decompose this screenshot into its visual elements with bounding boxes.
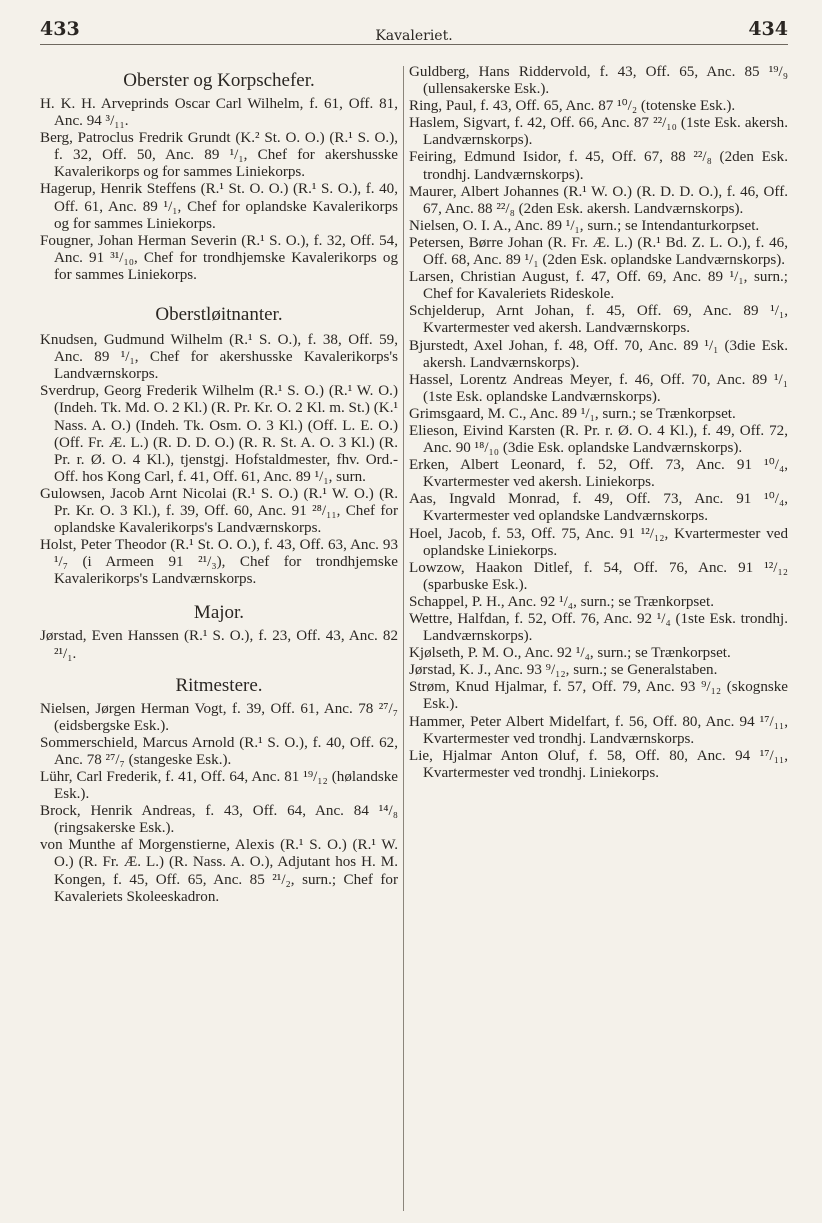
- roster-entry: von Munthe af Morgenstierne, Alexis (R.¹ S. O.) (R.¹ W. O.) (R. Fr. Æ. L.) (R. Nass. A. O.), Adjutant hos H. M. Kongen, f. 45, Off. 65, Anc. 85 ²¹/₂, surn.; Chef for Kavaleriets Skoleeskadron.: [40, 837, 398, 905]
- header-rule: [40, 44, 788, 45]
- roster-entry: Bjurstedt, Axel Johan, f. 48, Off. 70, Anc. 89 ¹/₁ (3die Esk. akersh. Landværnskorps).: [409, 337, 788, 371]
- roster-entry: Lühr, Carl Frederik, f. 41, Off. 64, Anc. 81 ¹⁹/₁₂ (hølandske Esk.).: [40, 769, 398, 803]
- right-column: [409, 64, 788, 782]
- roster-entry: Wettre, Halfdan, f. 52, Off. 76, Anc. 92 ¹/₄ (1ste Esk. trondhj. Landværnskorps).: [409, 611, 788, 645]
- roster-entry: Larsen, Christian August, f. 47, Off. 69, Anc. 89 ¹/₁, surn.; Chef for Kavaleriets Rideskole.: [409, 269, 788, 303]
- roster-entry: H. K. H. Arveprinds Oscar Carl Wilhelm, f. 61, Off. 81, Anc. 94 ³/₁₁.: [40, 96, 398, 130]
- roster-entry: Kjølseth, P. M. O., Anc. 92 ¹/₄, surn.; se Trænkorpset.: [409, 645, 731, 662]
- roster-entry: Strøm, Knud Hjalmar, f. 57, Off. 79, Anc. 93 ⁹/₁₂ (skognske Esk.).: [409, 679, 788, 713]
- roster-entry: Schappel, P. H., Anc. 92 ¹/₄, surn.; se Trænkorpset.: [409, 593, 714, 610]
- roster-entry: Haslem, Sigvart, f. 42, Off. 66, Anc. 87 ²²/₁₀ (1ste Esk. akersh. Landværnskorps).: [409, 115, 788, 149]
- roster-entry: Jørstad, Even Hanssen (R.¹ S. O.), f. 23, Off. 43, Anc. 82 ²¹/₁.: [40, 628, 398, 662]
- roster-entry: Lowzow, Haakon Ditlef, f. 54, Off. 76, Anc. 91 ¹²/₁₂ (sparbuske Esk.).: [409, 559, 788, 593]
- section-heading-major: Major.: [193, 602, 245, 624]
- roster-entry: Aas, Ingvald Monrad, f. 49, Off. 73, Anc. 91 ¹⁰/₄, Kvartermester ved oplandske Landværnskorps.: [409, 491, 788, 525]
- roster-entry: Jørstad, K. J., Anc. 93 ⁹/₁₂, surn.; se Generalstaben.: [409, 662, 718, 679]
- roster-entry: Sommerschield, Marcus Arnold (R.¹ S. O.), f. 40, Off. 62, Anc. 78 ²⁷/₇ (stangeske Esk.).: [40, 734, 398, 768]
- roster-entry: Nielsen, O. I. A., Anc. 89 ¹/₁, surn.; se Intendanturkorpset.: [409, 217, 760, 234]
- roster-entry: Berg, Patroclus Fredrik Grundt (K.² St. O. O.) (R.¹ S. O.), f. 32, Off. 50, Anc. 89 ¹/₁, Chef for akershusske Kavalerikorps og for sammes Liniekorps.: [40, 130, 398, 181]
- column-divider: [403, 66, 404, 1211]
- roster-entry: Nielsen, Jørgen Herman Vogt, f. 39, Off. 61, Anc. 78 ²⁷/₇ (eidsbergske Esk.).: [40, 700, 398, 734]
- roster-entry: Feiring, Edmund Isidor, f. 45, Off. 67, 88 ²²/₈ (2den Esk. trondhj. Landværnskorps).: [409, 149, 788, 183]
- page-number-right: 434: [748, 18, 788, 40]
- roster-entry: Fougner, Johan Herman Severin (R.¹ S. O.), f. 32, Off. 54, Anc. 91 ³¹/₁₀, Chef for trondhjemske Kavalerikorps og for sammes Liniekorps.: [40, 232, 398, 283]
- running-title: Kavaleriet.: [375, 28, 453, 44]
- roster-entry: Elieson, Eivind Karsten (R. Pr. r. Ø. O. 4 Kl.), f. 49, Off. 72, Anc. 90 ¹⁸/₁₀ (3die Esk. oplandske Landværnskorps).: [409, 422, 788, 457]
- roster-entry: Hagerup, Henrik Steffens (R.¹ St. O. O.) (R.¹ S. O.), f. 40, Off. 61, Anc. 89 ¹/₁, Chef for oplandske Kavalerikorps og for sammes Liniekorps.: [40, 181, 398, 232]
- roster-entry: Grimsgaard, M. C., Anc. 89 ¹/₁, surn.; se Trænkorpset.: [409, 405, 736, 422]
- roster-entry: Maurer, Albert Johannes (R.¹ W. O.) (R. D. D. O.), f. 46, Off. 67, Anc. 88 ²²/₈ (2den Esk. akersh. Landværnskorps).: [409, 183, 788, 217]
- roster-entry: Knudsen, Gudmund Wilhelm (R.¹ S. O.), f. 38, Off. 59, Anc. 89 ¹/₁, Chef for akershusske Kavalerikorps's Landværnskorps.: [40, 332, 398, 383]
- left-column: [40, 64, 398, 906]
- section-heading-oberster: Oberster og Korpschefer.: [123, 70, 315, 91]
- roster-entry: Sverdrup, Georg Frederik Wilhelm (R.¹ S. O.) (R.¹ W. O.) (Indeh. Tk. Md. O. 2 Kl.) (R. Pr. Kr. O. 2 Kl. m. St.) (K.¹ Nass. A. O.) (Indeh. Tk. Osm. O. 3 Kl.) (Off. L. E. O.) (Off. Fr. Æ. L.) (R. D. D. O.) (R. R. St. A. O. 3 Kl.) (R. Pr. r. Ø. O. 4 Kl.), tjenstgj. Hofstaldmester, fhv. Ord.-Off. hos Kong Carl, f. 41, Off. 61, Anc. 89 ¹/₁, surn.: [40, 383, 398, 485]
- section-heading-ritmestere: Ritmestere.: [175, 674, 263, 696]
- roster-entry: Hassel, Lorentz Andreas Meyer, f. 46, Off. 70, Anc. 89 ¹/₁ (1ste Esk. oplandske Landværnskorps).: [409, 371, 788, 405]
- roster-entry: Schjelderup, Arnt Johan, f. 45, Off. 69, Anc. 89 ¹/₁, Kvartermester ved akersh. Landværnskorps.: [409, 303, 788, 337]
- roster-entry: Gulowsen, Jacob Arnt Nicolai (R.¹ S. O.) (R.¹ W. O.) (R. Pr. Kr. O. 3 Kl.), f. 39, Off. 60, Anc. 91 ²⁸/₁₁, Chef for oplandske Kavalerikorps's Landværnskorps.: [40, 485, 398, 537]
- roster-entry: Brock, Henrik Andreas, f. 43, Off. 64, Anc. 84 ¹⁴/₈ (ringsakerske Esk.).: [40, 803, 398, 837]
- section-heading-oberstloitnanter: Oberstløitnanter.: [155, 304, 283, 326]
- roster-entry: Erken, Albert Leonard, f. 52, Off. 73, Anc. 91 ¹⁰/₄, Kvartermester ved akersh. Liniekorps.: [409, 457, 788, 491]
- roster-entry: Lie, Hjalmar Anton Oluf, f. 58, Off. 80, Anc. 94 ¹⁷/₁₁, Kvartermester ved trondhj. Liniekorps.: [409, 747, 788, 781]
- roster-entry: Petersen, Børre Johan (R. Fr. Æ. L.) (R.¹ Bd. Z. L. O.), f. 46, Off. 68, Anc. 89 ¹/₁ (2den Esk. oplandske Landværnskorps).: [409, 234, 788, 269]
- roster-entry: Hoel, Jacob, f. 53, Off. 75, Anc. 91 ¹²/₁₂, Kvartermester ved oplandske Liniekorps.: [409, 525, 788, 559]
- roster-entry: Hammer, Peter Albert Midelfart, f. 56, Off. 80, Anc. 94 ¹⁷/₁₁, Kvartermester ved trondhj. Landværnskorps.: [409, 713, 788, 747]
- roster-entry: Guldberg, Hans Riddervold, f. 43, Off. 65, Anc. 85 ¹⁹/₉ (ullensakerske Esk.).: [409, 64, 788, 98]
- page-number-left: 433: [40, 18, 80, 40]
- roster-entry: Ring, Paul, f. 43, Off. 65, Anc. 87 ¹⁰/₂ (totenske Esk.).: [409, 98, 736, 115]
- roster-entry: Holst, Peter Theodor (R.¹ St. O. O.), f. 43, Off. 63, Anc. 93 ¹/₇ (i Armeen 91 ²¹/₃), Chef for trondhjemske Kavalerikorps's Landværnskorps.: [40, 537, 398, 588]
